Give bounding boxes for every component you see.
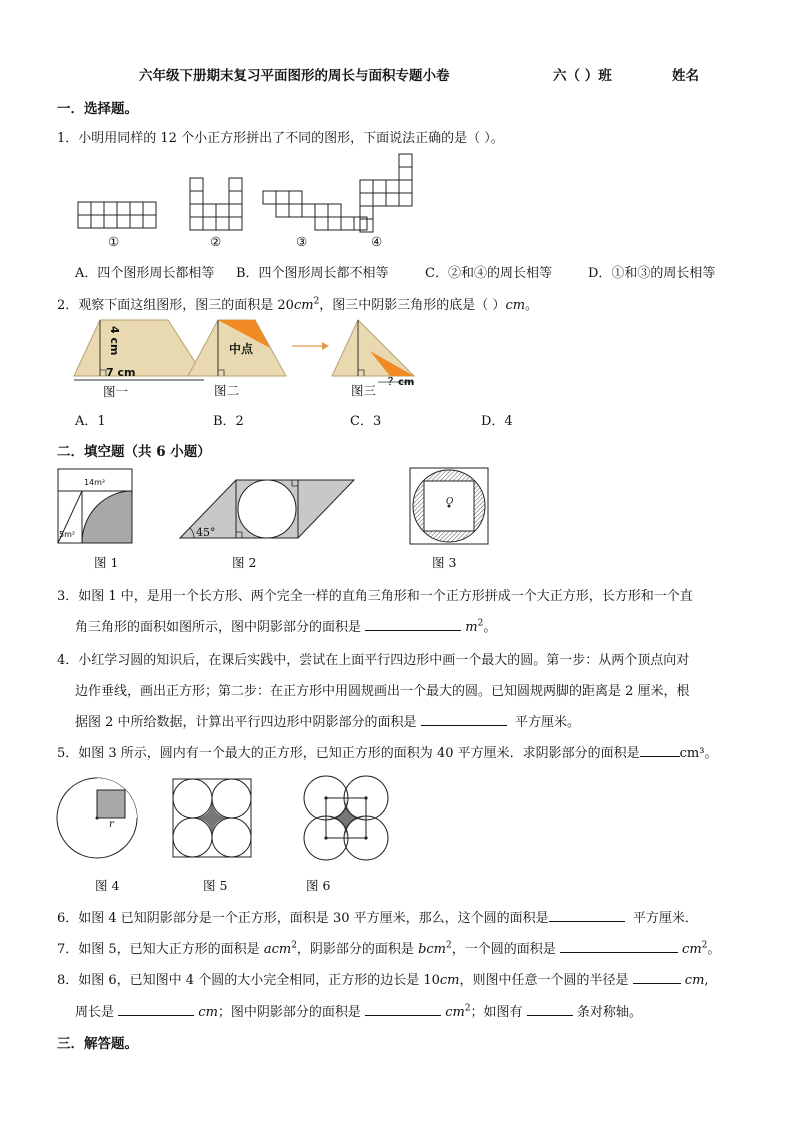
question-3-line2: 角三角形的面积如图所示，图中阴影部分的面积是 $m^2$。 (75, 618, 497, 635)
fill-figure-2-circle (238, 480, 296, 538)
q1-figure-3 (263, 191, 367, 230)
q2-option-d[interactable]: D．4 (481, 414, 513, 429)
q2-option-b[interactable]: B．2 (213, 414, 244, 429)
question-7: 7．如图 5，已知大正方形的面积是 acm$^2$，阴影部分的面积是 bcm$^2$，一个圆的面积是 $cm^2$。 (57, 940, 721, 957)
q2-midpoint-label: 中点 (229, 342, 254, 356)
question-5: 5．如图 3 所示，圆内有一个最大的正方形，已知正方形的面积为 40 平方厘米．求阴影部分的面积是 cm³。 (57, 742, 717, 761)
q2-option-a[interactable]: A．1 (75, 414, 106, 429)
q8-radius-blank[interactable] (633, 970, 681, 984)
q2-trapezoid-1 (74, 320, 204, 376)
q8-area-blank[interactable] (365, 1002, 441, 1016)
fig1-top-area: 14m² (84, 478, 106, 487)
q6-answer-blank[interactable] (549, 908, 625, 922)
question-1-stem: 1．小明用同样的 12 个小正方形拼出了不同的图形，下面说法正确的是（ ）。 (57, 131, 504, 146)
q2-fig-label-3: 图三 (351, 383, 377, 398)
q1-fig-label-4: ④ (371, 234, 383, 249)
q8-axes-blank[interactable] (527, 1002, 573, 1016)
question-4-line2: 边作垂线，画出正方形；第二步：在正方形中用圆规画出一个最大的圆。已知圆规两脚的距离是 2 厘米，根 (75, 684, 690, 699)
fill-fig-label-1: 图 1 (94, 555, 119, 570)
section-heading-fill: 二．填空题（共 6 小题） (57, 444, 211, 460)
q1-option-c[interactable]: C．②和④的周长相等 (425, 266, 552, 281)
q2-fig-label-1: 图一 (103, 384, 129, 399)
q1-figure-1 (78, 202, 156, 228)
fill-fig-label-3: 图 3 (432, 555, 457, 570)
question-8-line2: 周长是 cm；图中阴影部分的面积是 $cm^2$；如图有 条对称轴。 (75, 1003, 642, 1020)
fig3-center-label: O (446, 497, 454, 507)
q1-fig-label-2: ② (210, 234, 222, 249)
question-8-line1: 8．如图 6，已知图中 4 个圆的大小完全相同，正方形的边长是 10cm，则图中任意一个圆的半径是 cm, (57, 969, 709, 988)
q1-figure-4 (360, 154, 412, 232)
q1-option-d[interactable]: D．①和③的周长相等 (588, 266, 716, 281)
q7-answer-blank[interactable] (560, 939, 678, 953)
q1-figure-2 (190, 178, 242, 230)
question-4-line3: 据图 2 中所给数据，计算出平行四边形中阴影部分的面积是 平方厘米。 (75, 711, 580, 730)
fig2-angle-label: 45° (196, 526, 216, 539)
question-6: 6．如图 4 已知阴影部分是一个正方形，面积是 30 平方厘米，那么，这个圆的面积是 平方厘米． (57, 907, 698, 926)
q2-height-label: 4 cm (108, 326, 121, 356)
q1-option-a[interactable]: A．四个图形周长都相等 (75, 266, 215, 281)
q8-perimeter-blank[interactable] (118, 1002, 194, 1016)
section-heading-solve: 三．解答题。 (57, 1036, 138, 1052)
fig4-radius-label: r (109, 819, 114, 830)
fill-figure-6-shaded (326, 798, 366, 838)
question-4-line1: 4．小红学习圆的知识后，在课后实践中，尝试在上面平行四边形中画一个最大的圆。第一步：从两个顶点向对 (57, 653, 690, 668)
fill-fig-label-4: 图 4 (95, 878, 120, 893)
name-field[interactable]: 姓名 (672, 68, 699, 84)
fill-figure-6 (298, 770, 394, 866)
page-title: 六年级下册期末复习平面图形的周长与面积专题小卷 (139, 68, 450, 84)
fill-fig-label-5: 图 5 (203, 878, 228, 893)
q3-answer-blank[interactable] (365, 617, 461, 631)
fill-figure-5 (172, 778, 254, 860)
fill-figure-4-shaded-square (97, 790, 125, 818)
question-3-line1: 3．如图 1 中，是用一个长方形、两个完全一样的直角三角形和一个正方形拼成一个大正方形，长方形和一个直 (57, 589, 693, 604)
class-field[interactable]: 六（ ）班 (553, 68, 612, 84)
section-heading-choice: 一．选择题。 (57, 101, 138, 117)
q4-answer-blank[interactable] (421, 712, 507, 726)
fill-fig-label-2: 图 2 (232, 555, 257, 570)
q2-unknown-label: ？cm (388, 377, 415, 388)
q1-fig-label-1: ① (108, 234, 120, 249)
fill-figure-4 (55, 776, 139, 860)
q1-fig-label-3: ③ (296, 234, 308, 249)
q2-base-label: 7 cm (106, 366, 136, 379)
q5-answer-blank[interactable] (640, 743, 680, 757)
fig1-bottom-area: 5m² (59, 530, 76, 539)
q2-option-c[interactable]: C．3 (350, 414, 382, 429)
question-2-stem: 2．观察下面这组图形，图三的面积是 $20cm^2$，图三中阴影三角形的底是（ ）cm。 (57, 296, 539, 313)
q1-option-b[interactable]: B．四个图形周长都不相等 (236, 266, 389, 281)
q2-fig-label-2: 图二 (214, 383, 240, 398)
fill-fig-label-6: 图 6 (306, 878, 331, 893)
q2-triangle-3 (332, 320, 414, 376)
